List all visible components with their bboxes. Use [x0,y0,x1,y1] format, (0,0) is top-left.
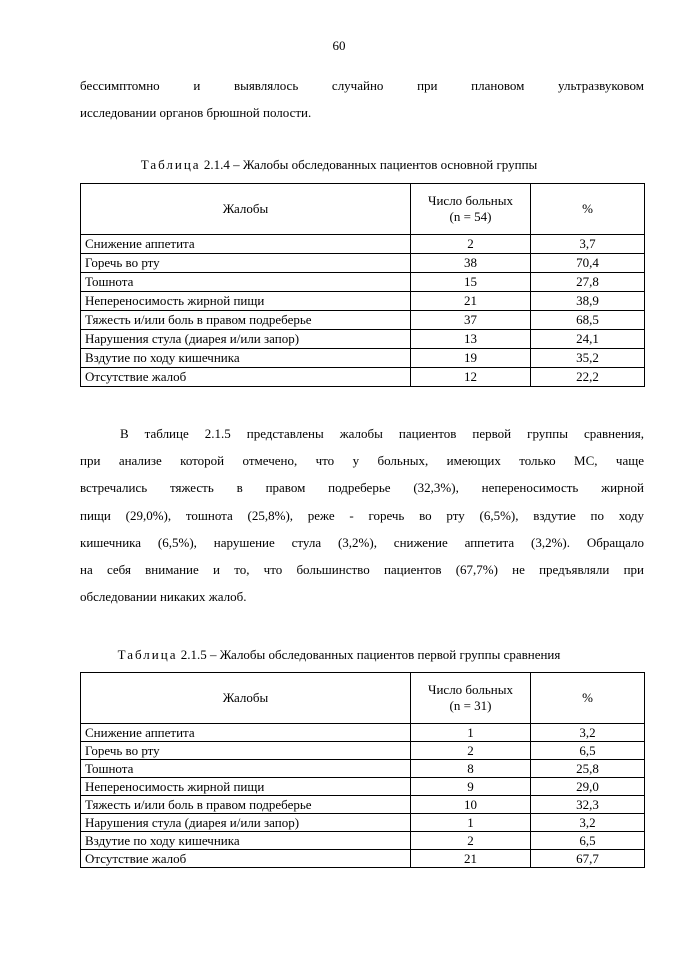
cell-complaint: Отсутствие жалоб [81,368,411,387]
table-row [81,850,645,868]
table-row [81,330,645,349]
paragraph-line: кишечника (6,5%), нарушение стула (3,2%), снижение аппетита (3,2%). Обращало [80,534,644,550]
table-row [81,368,645,387]
cell-complaint: Тяжесть и/или боль в правом подреберье [81,796,411,814]
table-row [81,254,645,273]
table-row [81,349,645,368]
cell-count: 37 [411,311,531,330]
complaints-table-first-comparison-group [80,672,645,868]
cell-count: 13 [411,330,531,349]
cell-complaint: Непереносимость жирной пищи [81,778,411,796]
table-row [81,832,645,850]
cell-percent: 3,7 [531,235,645,254]
cell-count: 2 [411,742,531,760]
cell-complaint: Отсутствие жалоб [81,850,411,868]
page-number: 60 [332,38,346,53]
table-row [81,235,645,254]
cell-count: 8 [411,760,531,778]
cell-complaint: Горечь во рту [81,742,411,760]
complaints-table-main-group [80,183,645,387]
paragraph-line: встречались тяжесть в правом подреберье (32,3%), непереносимость жирной [80,480,644,496]
cell-complaint: Тяжесть и/или боль в правом подреберье [81,311,411,330]
cell-count: 21 [411,850,531,868]
header-complaints: Жалобы [81,673,411,724]
paragraph-line: бессимптомно и выявлялось случайно при плановом ультразвуковом [80,78,644,93]
cell-count: 19 [411,349,531,368]
middle-paragraph [80,420,644,610]
header-patient-count [411,673,531,724]
header-count-line2: (n = 31) [449,698,492,713]
table-row [81,760,645,778]
cell-percent: 22,2 [531,368,645,387]
table-row [81,273,645,292]
cell-count: 12 [411,368,531,387]
cell-complaint: Нарушения стула (диарея и/или запор) [81,814,411,832]
cell-percent: 67,7 [531,850,645,868]
table-header-row [81,673,645,724]
cell-percent: 6,5 [531,832,645,850]
cell-complaint: Снижение аппетита [81,724,411,742]
cell-complaint: Непереносимость жирной пищи [81,292,411,311]
table2-caption [0,647,678,663]
cell-count: 2 [411,235,531,254]
paragraph-line: на себя внимание и то, что большинство пациентов (67,7%) не предъявляли при [80,562,644,578]
cell-count: 1 [411,814,531,832]
paragraph-line: В таблице 2.1.5 представлены жалобы пациентов первой группы сравнения, [120,426,644,441]
cell-percent: 24,1 [531,330,645,349]
table-row [81,742,645,760]
paragraph-line: обследовании никаких жалоб. [80,589,247,605]
cell-percent: 38,9 [531,292,645,311]
intro-paragraph [80,72,644,126]
cell-count: 21 [411,292,531,311]
table-row [81,311,645,330]
table-row [81,814,645,832]
paragraph-line: исследовании органов брюшной полости. [80,105,312,121]
cell-percent: 68,5 [531,311,645,330]
cell-percent: 29,0 [531,778,645,796]
cell-complaint: Тошнота [81,760,411,778]
cell-complaint: Горечь во рту [81,254,411,273]
cell-percent: 25,8 [531,760,645,778]
header-percent: % [531,184,645,235]
cell-percent: 70,4 [531,254,645,273]
cell-percent: 27,8 [531,273,645,292]
cell-count: 1 [411,724,531,742]
cell-complaint: Тошнота [81,273,411,292]
paragraph-line: при анализе которой отмечено, что у больных, имеющих только МС, чаще [80,453,644,469]
cell-complaint: Нарушения стула (диарея и/или запор) [81,330,411,349]
table1-caption [0,157,678,173]
cell-count: 10 [411,796,531,814]
table-row [81,292,645,311]
paragraph-line: пищи (29,0%), тошнота (25,8%), реже - горечь во рту (6,5%), вздутие по ходу [80,507,644,523]
cell-count: 15 [411,273,531,292]
cell-count: 9 [411,778,531,796]
table-row [81,778,645,796]
table-row [81,724,645,742]
table-header-row [81,184,645,235]
cell-percent: 35,2 [531,349,645,368]
cell-count: 2 [411,832,531,850]
table-row [81,796,645,814]
caption-label: Таблица [140,157,201,172]
cell-percent: 32,3 [531,796,645,814]
cell-complaint: Вздутие по ходу кишечника [81,349,411,368]
caption-text: 2.1.5 – Жалобы обследованных пациентов первой группы сравнения [177,647,561,662]
cell-complaint: Вздутие по ходу кишечника [81,832,411,850]
header-complaints: Жалобы [81,184,411,235]
header-count-line1: Число больных [428,193,513,208]
caption-label: Таблица [117,647,178,662]
caption-text: 2.1.4 – Жалобы обследованных пациентов основной группы [200,157,538,172]
cell-complaint: Снижение аппетита [81,235,411,254]
header-count-line1: Число больных [428,682,513,697]
header-patient-count [411,184,531,235]
cell-percent: 6,5 [531,742,645,760]
cell-percent: 3,2 [531,724,645,742]
cell-percent: 3,2 [531,814,645,832]
header-count-line2: (n = 54) [449,209,492,224]
cell-count: 38 [411,254,531,273]
header-percent: % [531,673,645,724]
